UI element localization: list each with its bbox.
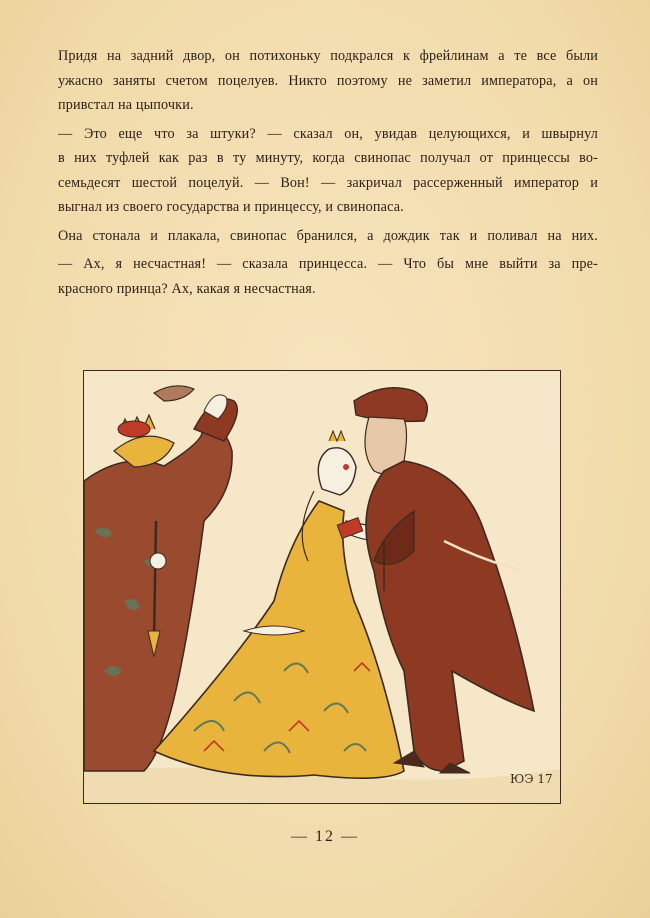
paragraph-1 <box>58 44 598 118</box>
text-line: ужасно заняты счетом поцелуев. Никто поэтому не заметил императора, а он <box>58 72 598 89</box>
paragraph-3 <box>58 224 598 249</box>
illustration-emperor-princess-swineherd <box>83 370 561 804</box>
text-line: в них туфлей как раз в ту минуту, когда свинопас получал от принцессы во- <box>58 150 598 166</box>
text-line: — Ах, я несчастная! — сказала принцесса. — Что бы мне выйти за пре- <box>58 256 598 272</box>
illustration-signature: ЮЭ 17 <box>510 772 553 786</box>
paragraph-4 <box>58 252 598 301</box>
story-text <box>58 44 598 305</box>
text-line: красного принца? Ах, какая я несчастная. <box>58 280 316 297</box>
page-number: — 12 — <box>291 828 359 845</box>
text-line: — Это еще что за штуки? — сказал он, увидав целующихся, и швырнул <box>58 125 598 142</box>
text-line: Она стонала и плакала, свинопас бранился, а дождик так и поливал на них. <box>58 227 598 244</box>
text-line: Придя на задний двор, он потихоньку подкрался к фрейлинам а те все были <box>58 48 598 64</box>
text-line: семьдесят шестой поцелуй. — Вон! — закричал рассерженный император и <box>58 174 598 191</box>
text-line: привстал на цыпочки. <box>58 97 194 113</box>
text-line: выгнал из своего государства и принцессу, и свинопаса. <box>58 199 404 215</box>
paragraph-2 <box>58 122 598 220</box>
